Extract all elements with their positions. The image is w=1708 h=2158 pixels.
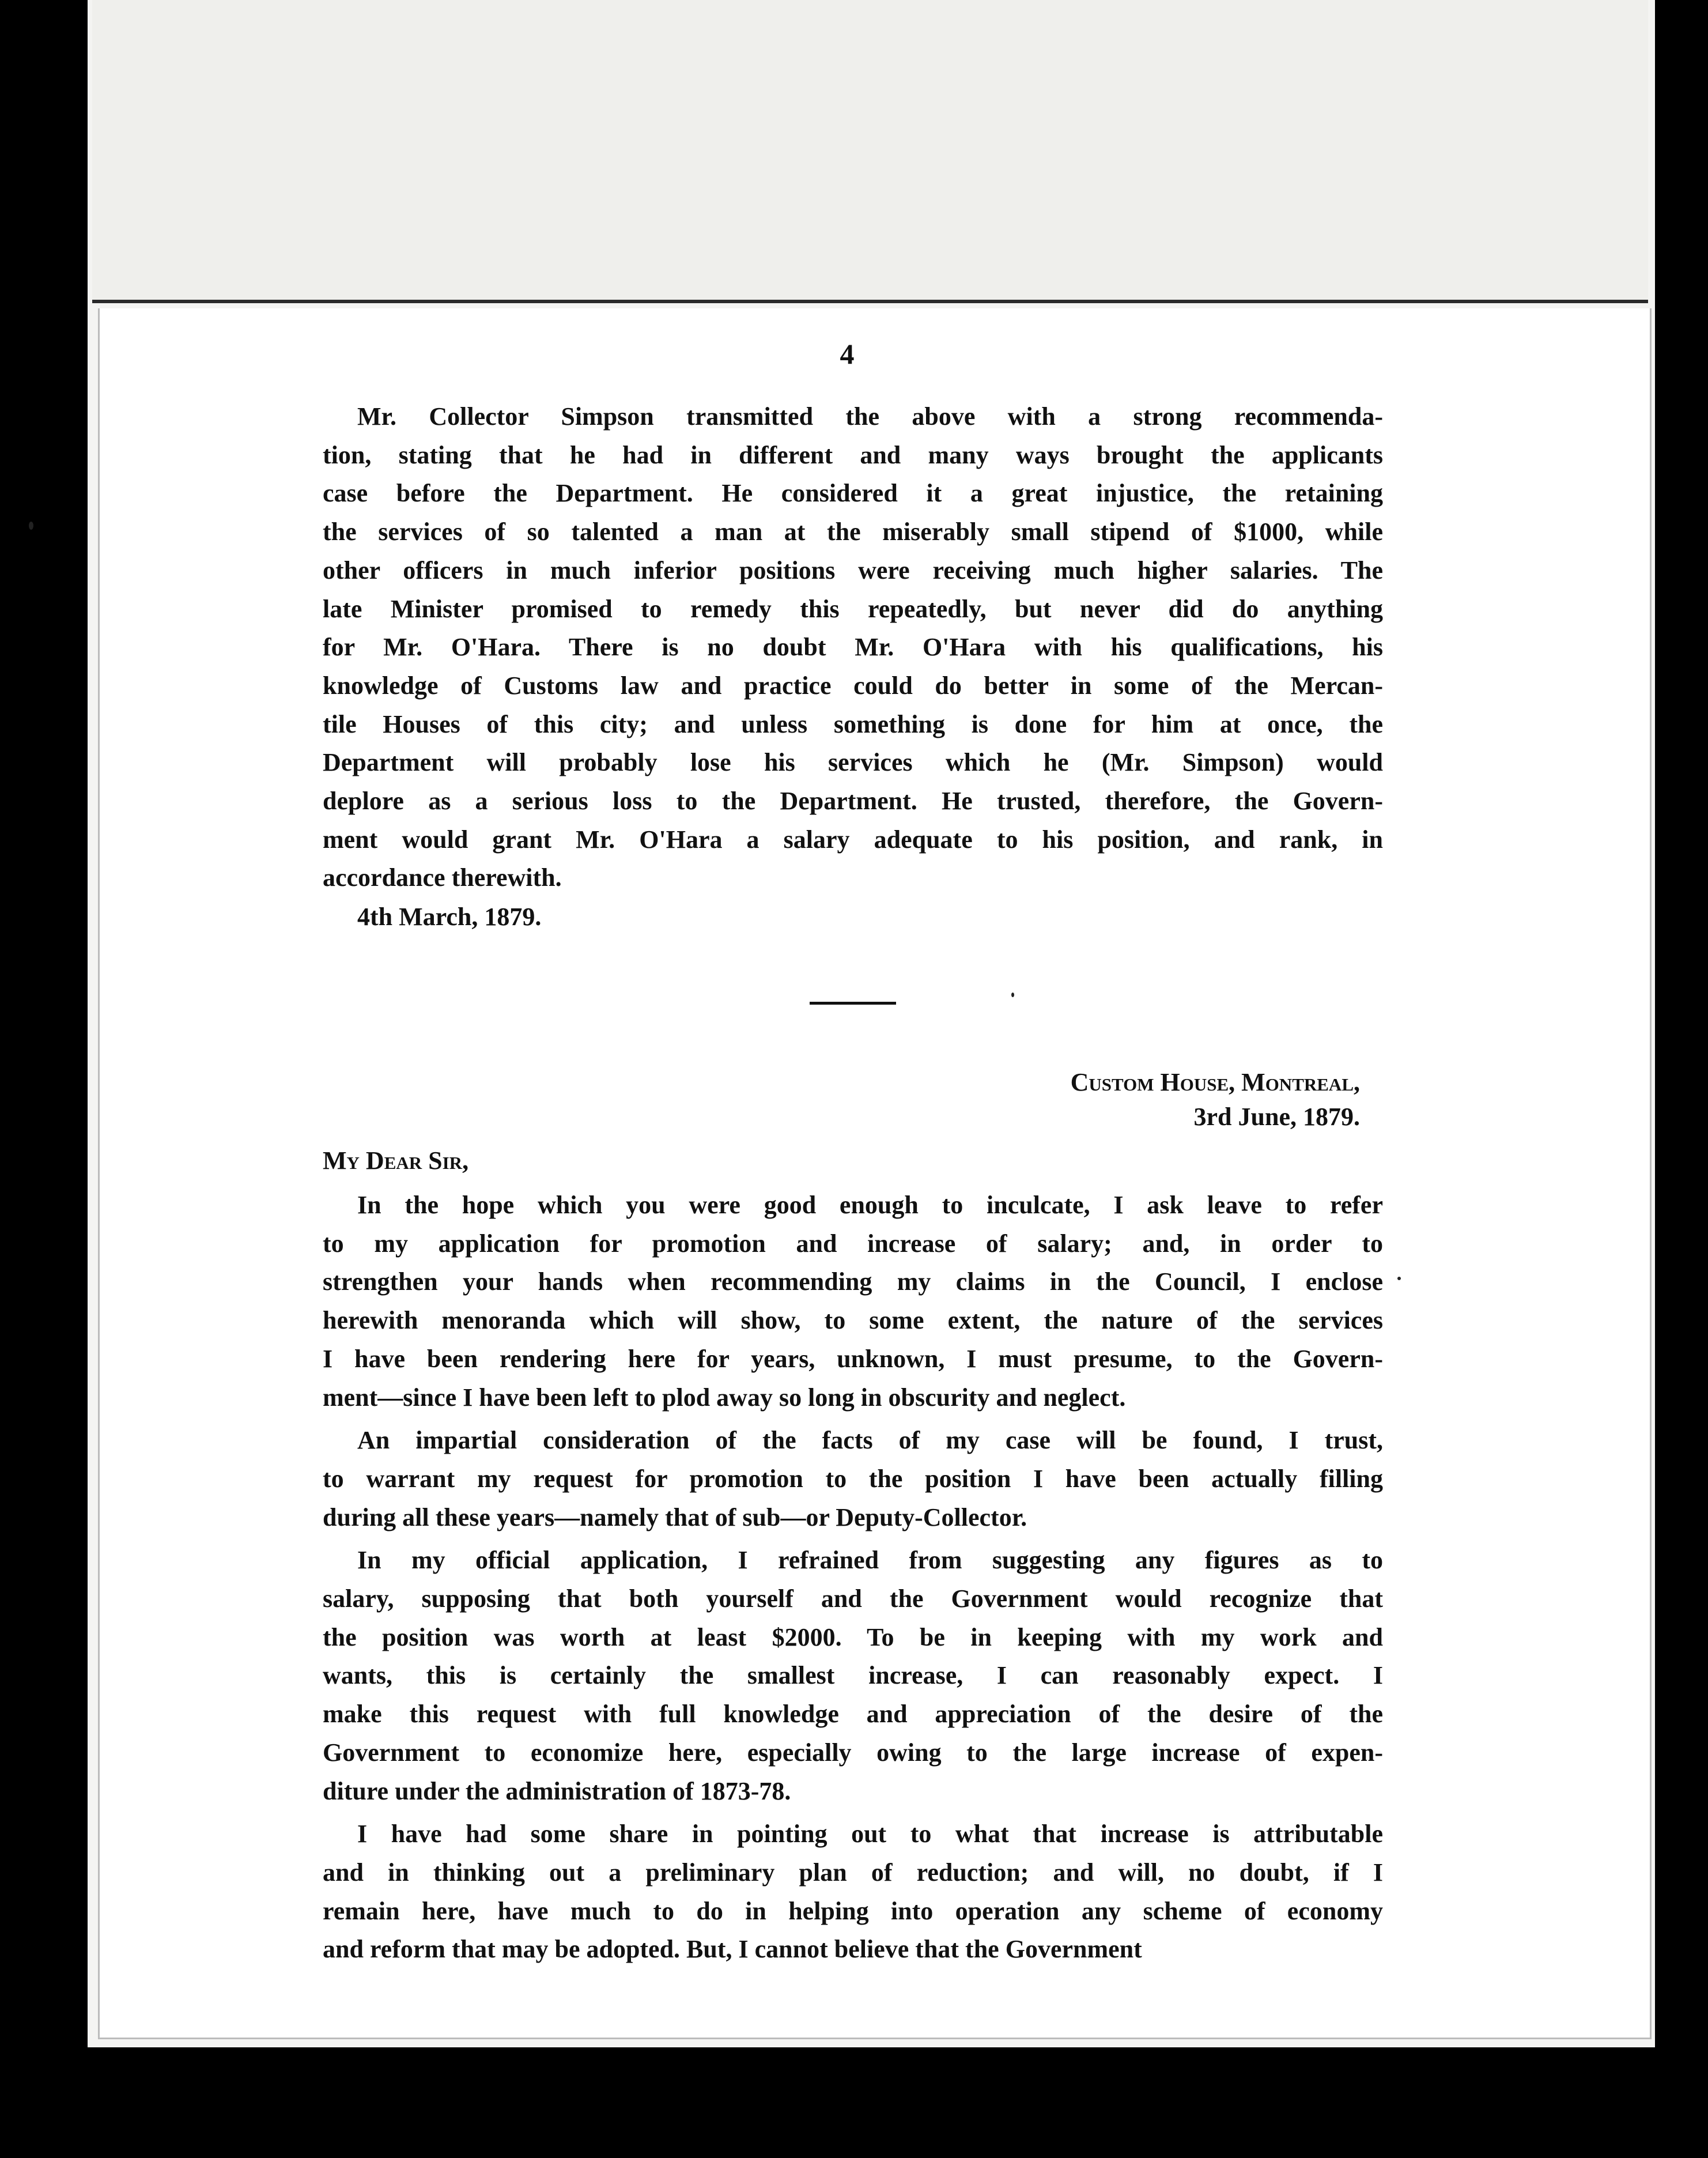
text-line: to my application for promotion and increase of salary; and, in order to: [323, 1229, 1383, 1258]
bleed-through-line: [323, 156, 1475, 195]
text-line: other officers in much inferior positions were receiving much higher salaries. The: [323, 556, 1383, 584]
text-line: In the hope which you were good enough to inculcate, I ask leave to refer: [357, 1191, 1383, 1219]
scan-speck: [1397, 1277, 1401, 1280]
bleed-through-line: [323, 104, 1475, 144]
text-line: make this request with full knowledge and appreciation of the desire of the: [323, 1700, 1383, 1729]
letter-paragraph-2: [323, 1421, 1383, 1537]
text-line: tile Houses of this city; and unless something is done for him at once, the: [323, 710, 1383, 738]
scan-speck: [1011, 993, 1014, 997]
bleed-through-line: [323, 52, 1475, 92]
text-line: Department will probably lose his services which he (Mr. Simpson) would: [323, 748, 1383, 777]
text-line: I have had some share in pointing out to what that increase is attributable: [357, 1820, 1383, 1848]
letter-paragraph-3: [323, 1541, 1383, 1810]
text-line: tion, stating that he had in different and many ways brought the applicants: [323, 440, 1383, 469]
text-line: knowledge of Customs law and practice could do better in some of the Mercan-: [323, 671, 1383, 700]
text-line: to warrant my request for promotion to the position I have been actually filling: [323, 1464, 1383, 1493]
text-line: strengthen your hands when recommending my claims in the Council, I enclose: [323, 1267, 1383, 1296]
letter-paragraph-1: [323, 1186, 1383, 1417]
text-line: herewith menoranda which will show, to some extent, the nature of the services: [323, 1306, 1383, 1335]
text-line: case before the Department. He considered it a great injustice, the retaining: [323, 479, 1383, 508]
text-line: I have been rendering here for years, unknown, I must presume, to the Govern-: [323, 1344, 1383, 1373]
letter-body: [323, 1186, 1383, 1969]
text-line: late Minister promised to remedy this repeatedly, but never did do anything: [323, 594, 1383, 623]
text-line: the position was worth at least $2000. To be in keeping with my work and: [323, 1623, 1383, 1651]
text-line: the services of so talented a man at the miserably small stipend of $1000, while: [323, 518, 1383, 546]
text-line: salary, supposing that both yourself and the Government would recognize that: [323, 1584, 1383, 1613]
text-line: diture under the administration of 1873-78.: [323, 1776, 791, 1805]
collector-paragraph: [323, 398, 1383, 897]
text-line: An impartial consideration of the facts of my case will be found, I trust,: [357, 1426, 1383, 1455]
text-line: In my official application, I refrained from suggesting any figures as to: [357, 1546, 1383, 1575]
letter-date: 3rd June, 1879.: [1193, 1103, 1360, 1131]
letter-salutation: My Dear Sir,: [323, 1146, 469, 1175]
text-line: accordance therewith.: [323, 863, 562, 892]
text-line: wants, this is certainly the smallest increase, I can reasonably expect. I: [323, 1661, 1383, 1690]
text-line: Government to economize here, especially owing to the large increase of expen-: [323, 1738, 1383, 1767]
text-line: deplore as a serious loss to the Department. He trusted, therefore, the Govern-: [323, 787, 1383, 816]
text-line: ment would grant Mr. O'Hara a salary adequate to his position, and rank, in: [323, 825, 1383, 854]
text-line: ment—since I have been left to plod away so long in obscurity and neglect.: [323, 1383, 1126, 1412]
text-line: remain here, have much to do in helping into operation any scheme of economy: [323, 1896, 1383, 1925]
date-line-1: 4th March, 1879.: [357, 903, 542, 931]
section-divider: [810, 1002, 896, 1005]
text-line: Mr. Collector Simpson transmitted the above with a strong recommenda-: [357, 402, 1383, 431]
previous-page-strip: [92, 0, 1648, 303]
letter-address: Custom House, Montreal,: [1070, 1068, 1360, 1096]
text-line: and in thinking out a preliminary plan of reduction; and will, no doubt, if I: [323, 1858, 1383, 1887]
letter-paragraph-4: [323, 1815, 1383, 1969]
scan-speck: [29, 522, 33, 530]
text-line: and reform that may be adopted. But, I cannot believe that the Government: [323, 1935, 1142, 1964]
text-line: for Mr. O'Hara. There is no doubt Mr. O'Hara with his qualifications, his: [323, 633, 1383, 662]
text-line: during all these years—namely that of sub—or Deputy-Collector.: [323, 1503, 1027, 1531]
page-number: 4: [840, 338, 855, 370]
